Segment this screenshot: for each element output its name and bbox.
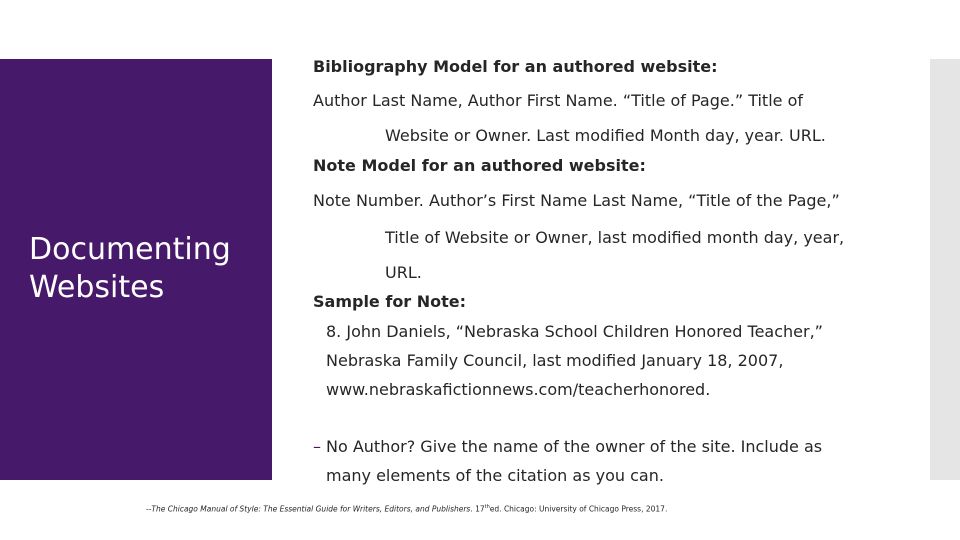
footnote-edition-suffix: th [484,504,490,510]
note-model-line-2: Title of Website or Owner, last modified month day, year, [385,228,845,247]
bibliography-heading: Bibliography Model for an authored website: [313,57,718,76]
no-author-line-2: many elements of the citation as you can. [326,466,664,485]
sample-line-2: Nebraska Family Council, last modified January 18, 2007, [326,351,784,370]
bullet-dash-icon: – [313,437,321,456]
footnote-publisher: ed. Chicago: University of Chicago Press, 2017. [489,504,668,514]
no-author-line-1: No Author? Give the name of the owner of the site. Include as [326,437,823,456]
bibliography-model-line-2: Website or Owner. Last modified Month day, year. URL. [385,126,826,145]
sample-line-3: www.nebraskafictionnews.com/teacherhonored. [326,380,711,399]
slide-title: Documenting Websites [29,232,231,305]
note-heading: Note Model for an authored website: [313,156,646,175]
source-footnote [146,502,667,515]
sample-line-1: 8. John Daniels, “Nebraska School Children Honored Teacher,” [326,322,823,341]
side-scrollbar[interactable] [930,59,960,480]
footnote-book-title: The Chicago Manual of Style: The Essential Guide for Writers, Editors, and Publishers [151,504,471,514]
footnote-prefix: -- [146,504,152,514]
note-model-line-1: Note Number. Author’s First Name Last Name, “Title of the Page,” [313,191,840,210]
bibliography-model-line-1: Author Last Name, Author First Name. “Title of Page.” Title of [313,91,803,110]
sample-heading: Sample for Note: [313,292,467,311]
footnote-edition: . 17 [470,504,485,514]
note-model-line-3: URL. [385,263,422,282]
